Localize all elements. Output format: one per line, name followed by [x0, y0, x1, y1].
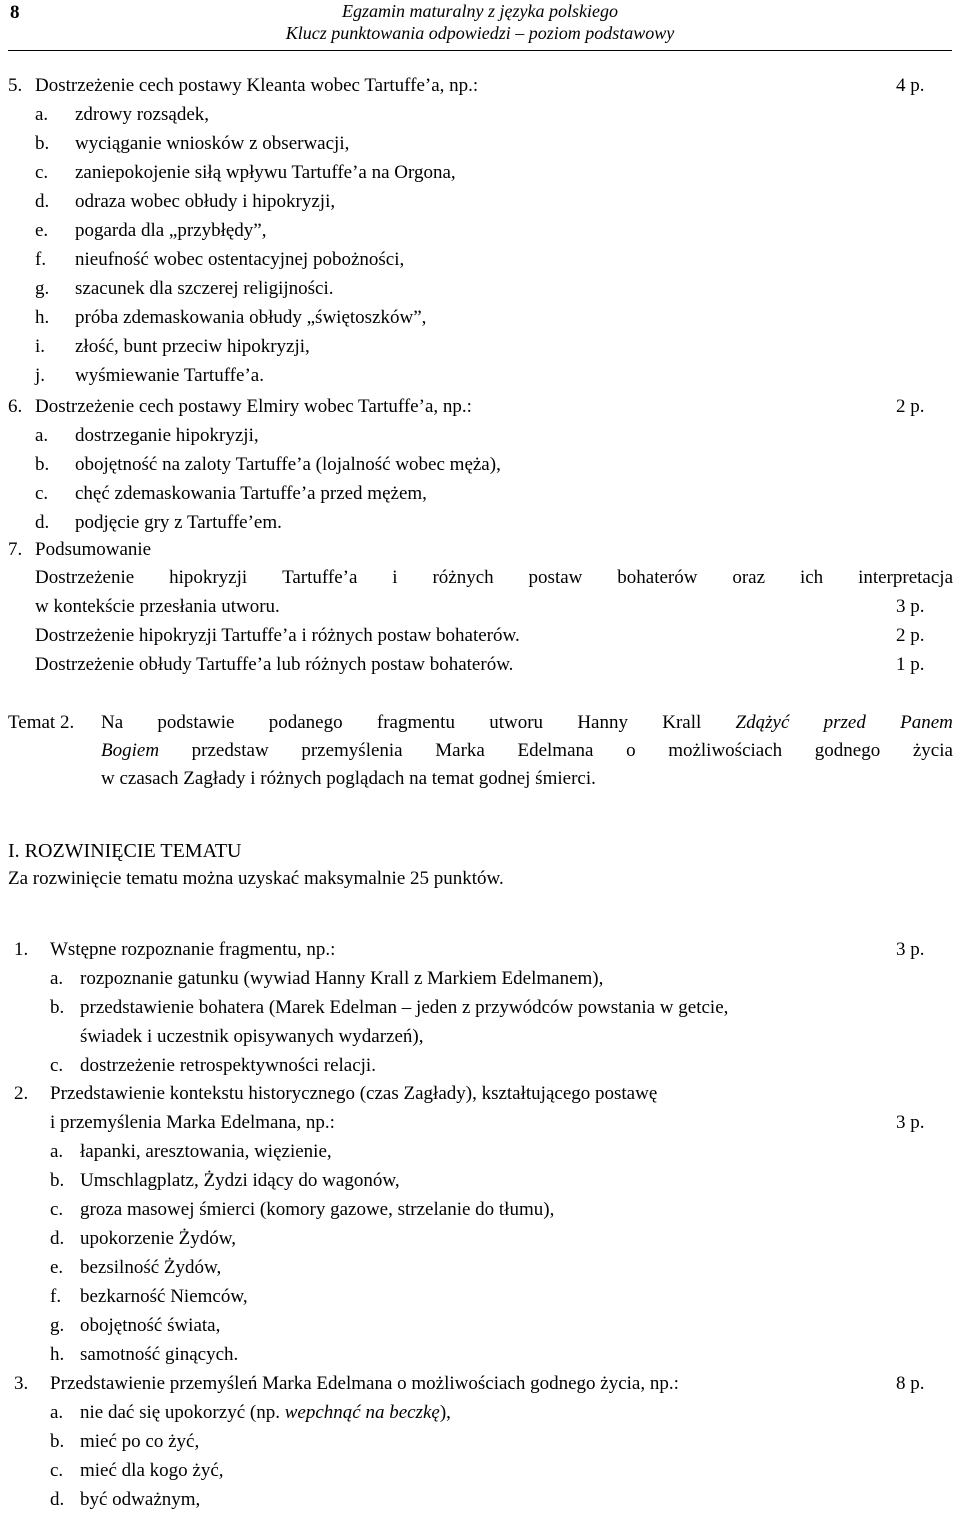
- word: podanego: [268, 712, 343, 733]
- word: Dostrzeżenie: [35, 567, 135, 588]
- p2-item-text: groza masowej śmierci (komory gazowe, strzelanie do tłumu),: [80, 1199, 555, 1220]
- q7-criterion-3-points: 3 p.: [896, 596, 925, 617]
- q5-item-letter: b.: [35, 133, 50, 154]
- q7-criterion-3-line1: [35, 566, 953, 590]
- p3-item-letter: c.: [50, 1460, 64, 1481]
- p2-item-letter: c.: [50, 1199, 64, 1220]
- q5-number: 5.: [8, 75, 23, 96]
- q7-criterion-1: Dostrzeżenie obłudy Tartuffe’a lub różnych postaw bohaterów.: [35, 654, 514, 675]
- p1-title: Wstępne rozpoznanie fragmentu, np.:: [50, 939, 336, 960]
- q7-title: Podsumowanie: [35, 539, 152, 560]
- word: hipokryzji: [169, 567, 248, 588]
- p3-item-a-text: nie dać się upokorzyć (np.: [80, 1402, 280, 1423]
- q5-item-letter: a.: [35, 104, 49, 125]
- p1-item-c-letter: c.: [50, 1055, 64, 1076]
- p3-points: 8 p.: [896, 1373, 925, 1394]
- q6-points: 2 p.: [896, 396, 925, 417]
- q6-item-text: obojętność na zaloty Tartuffe’a (lojalność wobec męża),: [75, 454, 501, 475]
- p2-item-letter: a.: [50, 1141, 64, 1162]
- q5-item-text: szacunek dla szczerej religijności.: [75, 278, 334, 299]
- p3-item-text: być odważnym,: [80, 1489, 201, 1510]
- header-exam-title: Egzamin maturalny z języka polskiego: [342, 1, 618, 21]
- q5-item-letter: h.: [35, 307, 50, 328]
- q5-title: Dostrzeżenie cech postawy Kleanta wobec Tartuffe’a, np.:: [35, 75, 479, 96]
- q5-item-letter: e.: [35, 220, 49, 241]
- q5-item-text: złość, bunt przeciw hipokryzji,: [75, 336, 310, 357]
- word: i: [392, 567, 398, 588]
- q5-item-text: próba zdemaskowania obłudy „świętoszków”,: [75, 307, 427, 328]
- q5-item-letter: d.: [35, 191, 50, 212]
- word: ich: [799, 567, 824, 588]
- p1-item-a: rozpoznanie gatunku (wywiad Hanny Krall z Markiem Edelmanem),: [80, 968, 604, 989]
- p2-item-text: łapanki, aresztowania, więzienie,: [80, 1141, 332, 1162]
- header-divider: [8, 50, 952, 51]
- q7-criterion-2-points: 2 p.: [896, 625, 925, 646]
- word: postaw: [528, 567, 583, 588]
- p3-number: 3.: [14, 1373, 29, 1394]
- word: Krall: [662, 712, 702, 733]
- word: Panem: [900, 712, 953, 733]
- word: przed: [823, 712, 866, 733]
- q6-item-letter: a.: [35, 425, 49, 446]
- q7-criterion-1-points: 1 p.: [896, 654, 925, 675]
- q5-item-letter: f.: [35, 249, 47, 270]
- p2-title-line2: i przemyślenia Marka Edelmana, np.:: [50, 1112, 335, 1133]
- p2-item-text: Umschlagplatz, Żydzi idący do wagonów,: [80, 1170, 400, 1191]
- p3-title: Przedstawienie przemyśleń Marka Edelmana o możliwościach godnego życia, np.:: [50, 1373, 679, 1394]
- q7-number: 7.: [8, 539, 23, 560]
- word: życia: [912, 740, 953, 761]
- word: przemyślenia: [301, 740, 403, 761]
- word: Na: [101, 712, 124, 733]
- p1-item-b-line2: świadek i uczestnik opisywanych wydarzeń),: [80, 1026, 424, 1047]
- p3-item-a-letter: a.: [50, 1402, 64, 1423]
- word: podstawie: [157, 712, 235, 733]
- p2-item-text: obojętność świata,: [80, 1315, 221, 1336]
- word: utworu: [489, 712, 544, 733]
- q5-item-letter: j.: [35, 365, 46, 386]
- p2-item-letter: d.: [50, 1228, 65, 1249]
- p3-item-letter: d.: [50, 1489, 65, 1510]
- word: Tartuffe’a: [282, 567, 358, 588]
- p2-points: 3 p.: [896, 1112, 925, 1133]
- topic2-line2: [101, 739, 953, 763]
- p2-item-text: samotność ginących.: [80, 1344, 239, 1365]
- p3-item-a-end: ),: [439, 1402, 451, 1423]
- p3-item-letter: b.: [50, 1431, 65, 1452]
- q5-item-text: wyciąganie wniosków z obserwacji,: [75, 133, 350, 154]
- q5-item-text: zaniepokojenie siłą wpływu Tartuffe’a na Orgona,: [75, 162, 456, 183]
- q6-item-letter: b.: [35, 454, 50, 475]
- p3-item-a-quote: wepchnąć na beczkę: [284, 1402, 440, 1423]
- section-subheading: Za rozwinięcie tematu można uzyskać maksymalnie 25 punktów.: [8, 868, 504, 889]
- word: bohaterów: [617, 567, 698, 588]
- q5-item-text: zdrowy rozsądek,: [75, 104, 210, 125]
- section-heading: I. ROZWINIĘCIE TEMATU: [8, 840, 242, 862]
- q6-item-text: chęć zdemaskowania Tartuffe’a przed mężem,: [75, 483, 427, 504]
- p2-title-line1: Przedstawienie kontekstu historycznego (czas Zagłady), kształtującego postawę: [50, 1083, 658, 1104]
- word: Zdążyć: [735, 712, 790, 733]
- word: Edelmana: [517, 740, 594, 761]
- q6-item-letter: c.: [35, 483, 49, 504]
- q6-title: Dostrzeżenie cech postawy Elmiry wobec Tartuffe’a, np.:: [35, 396, 472, 417]
- word: Hanny: [577, 712, 628, 733]
- word: interpretacja: [858, 567, 953, 588]
- topic2-line3: w czasach Zagłady i różnych poglądach na temat godnej śmierci.: [101, 768, 596, 789]
- p2-item-letter: h.: [50, 1344, 65, 1365]
- q5-item-letter: g.: [35, 278, 50, 299]
- header-key-title: Klucz punktowania odpowiedzi – poziom podstawowy: [285, 23, 675, 43]
- word: możliwościach: [668, 740, 783, 761]
- word: przedstaw: [191, 740, 269, 761]
- word: Bogiem: [101, 740, 160, 761]
- p2-item-text: bezsilność Żydów,: [80, 1257, 222, 1278]
- q5-item-text: pogarda dla „przybłędy”,: [75, 220, 267, 241]
- q5-points: 4 p.: [896, 75, 925, 96]
- q7-criterion-3-line2: w kontekście przesłania utworu.: [35, 596, 280, 617]
- p2-item-letter: b.: [50, 1170, 65, 1191]
- word: Marka: [435, 740, 485, 761]
- q6-item-letter: d.: [35, 512, 50, 533]
- q5-item-letter: i.: [35, 336, 46, 357]
- word: oraz: [732, 567, 766, 588]
- p2-item-letter: f.: [50, 1286, 62, 1307]
- p1-item-b-line1: przedstawienie bohatera (Marek Edelman – jeden z przywódców powstania w getcie,: [80, 997, 729, 1018]
- p1-item-a-letter: a.: [50, 968, 64, 989]
- q5-item-letter: c.: [35, 162, 49, 183]
- p2-item-letter: e.: [50, 1257, 64, 1278]
- topic2-label: Temat 2.: [8, 712, 75, 733]
- q6-item-text: podjęcie gry z Tartuffe’em.: [75, 512, 282, 533]
- p1-number: 1.: [14, 939, 29, 960]
- p2-item-text: upokorzenie Żydów,: [80, 1228, 236, 1249]
- p1-item-c: dostrzeżenie retrospektywności relacji.: [80, 1055, 376, 1076]
- q6-item-text: dostrzeganie hipokryzji,: [75, 425, 259, 446]
- page-number: 8: [10, 2, 20, 23]
- q5-item-text: wyśmiewanie Tartuffe’a.: [75, 365, 264, 386]
- p2-number: 2.: [14, 1083, 29, 1104]
- p1-item-b-letter: b.: [50, 997, 65, 1018]
- p1-points: 3 p.: [896, 939, 925, 960]
- q5-item-text: nieufność wobec ostentacyjnej pobożności,: [75, 249, 405, 270]
- q6-number: 6.: [8, 396, 23, 417]
- p2-item-letter: g.: [50, 1315, 65, 1336]
- q7-criterion-2: Dostrzeżenie hipokryzji Tartuffe’a i różnych postaw bohaterów.: [35, 625, 520, 646]
- q5-item-text: odraza wobec obłudy i hipokryzji,: [75, 191, 336, 212]
- p3-item-a: [80, 1401, 451, 1425]
- word: godnego: [814, 740, 881, 761]
- topic2-line1: [101, 711, 953, 735]
- p2-item-text: bezkarność Niemców,: [80, 1286, 248, 1307]
- word: o: [626, 740, 636, 761]
- p3-item-text: mieć po co żyć,: [80, 1431, 200, 1452]
- word: fragmentu: [376, 712, 455, 733]
- word: różnych: [432, 567, 494, 588]
- p3-item-text: mieć dla kogo żyć,: [80, 1460, 224, 1481]
